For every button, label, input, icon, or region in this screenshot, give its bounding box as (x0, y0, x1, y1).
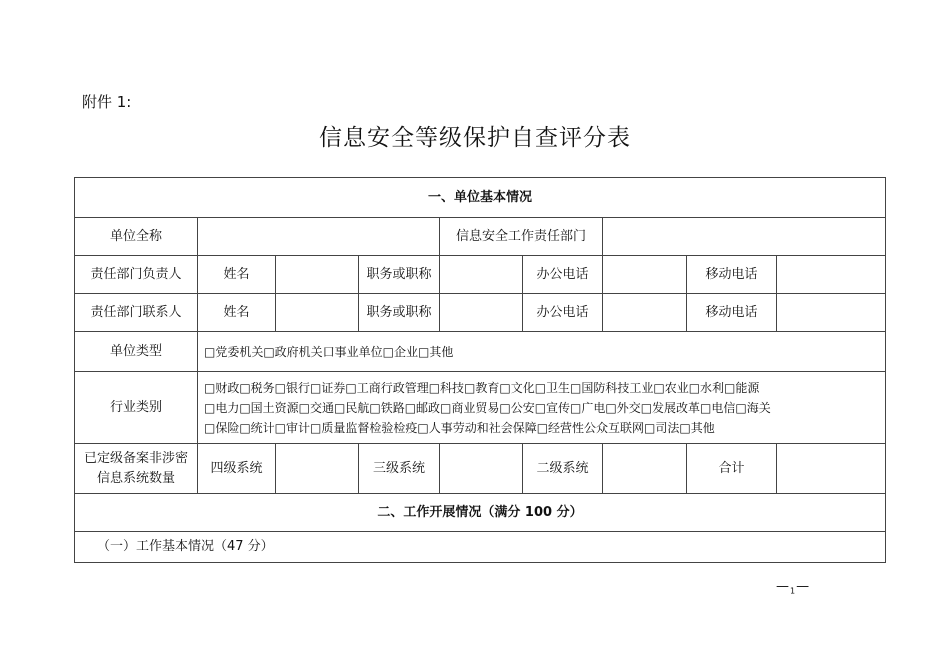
head-office-phone-field[interactable] (603, 256, 687, 294)
responsible-dept-label: 信息安全工作责任部门 (440, 218, 603, 256)
level4-field[interactable] (276, 444, 359, 494)
industry-label: 行业类别 (75, 372, 198, 444)
unit-name-label: 单位全称 (75, 218, 198, 256)
industry-options-line1: □财政□税务□银行□证券□工商行政管理□科技□教育□文化□卫生□国防科技工业□农业□水利□能源 (204, 380, 760, 395)
dept-contact-label: 责任部门联系人 (75, 294, 198, 332)
page-number: $—_1—$ (776, 579, 811, 596)
contact-title-label: 职务或职称 (359, 294, 440, 332)
level2-field[interactable] (603, 444, 687, 494)
head-title-field[interactable] (440, 256, 523, 294)
unit-type-options[interactable]: □党委机关□政府机关口事业单位□企业□其他 (198, 332, 886, 372)
unit-type-label: 单位类型 (75, 332, 198, 372)
contact-mobile-field[interactable] (777, 294, 886, 332)
level3-label: 三级系统 (359, 444, 440, 494)
total-field[interactable] (777, 444, 886, 494)
head-name-label: 姓名 (198, 256, 276, 294)
head-office-phone-label: 办公电话 (523, 256, 603, 294)
contact-office-phone-field[interactable] (603, 294, 687, 332)
industry-options[interactable] (198, 372, 886, 444)
level2-label: 二级系统 (523, 444, 603, 494)
head-name-field[interactable] (276, 256, 359, 294)
industry-options-line2: □电力□国土资源□交通□民航□铁路□邮政□商业贸易□公安□宣传□广电□外交□发展改革□电信□海关 (204, 400, 771, 415)
contact-title-field[interactable] (440, 294, 523, 332)
attachment-label: 附件 1: (82, 93, 132, 111)
contact-name-label: 姓名 (198, 294, 276, 332)
industry-options-line3: □保险□统计□审计□质量监督检验检疫□人事劳动和社会保障□经营性公众互联网□司法□其他 (204, 420, 715, 435)
contact-mobile-label: 移动电话 (687, 294, 777, 332)
systems-count-label: 已定级备案非涉密信息系统数量 (75, 444, 198, 494)
unit-name-field[interactable] (198, 218, 440, 256)
head-title-label: 职务或职称 (359, 256, 440, 294)
level4-label: 四级系统 (198, 444, 276, 494)
section2-header: 二、工作开展情况（满分 100 分） (75, 494, 886, 532)
subsection1-header: （一）工作基本情况（47 分） (75, 532, 886, 563)
dept-head-label: 责任部门负责人 (75, 256, 198, 294)
section1-header: 一、单位基本情况 (75, 178, 886, 218)
head-mobile-label: 移动电话 (687, 256, 777, 294)
responsible-dept-field[interactable] (603, 218, 886, 256)
head-mobile-field[interactable] (777, 256, 886, 294)
total-label: 合计 (687, 444, 777, 494)
page-title: 信息安全等级保护自查评分表 (319, 125, 631, 151)
level3-field[interactable] (440, 444, 523, 494)
contact-name-field[interactable] (276, 294, 359, 332)
self-assessment-table (74, 177, 886, 563)
contact-office-phone-label: 办公电话 (523, 294, 603, 332)
